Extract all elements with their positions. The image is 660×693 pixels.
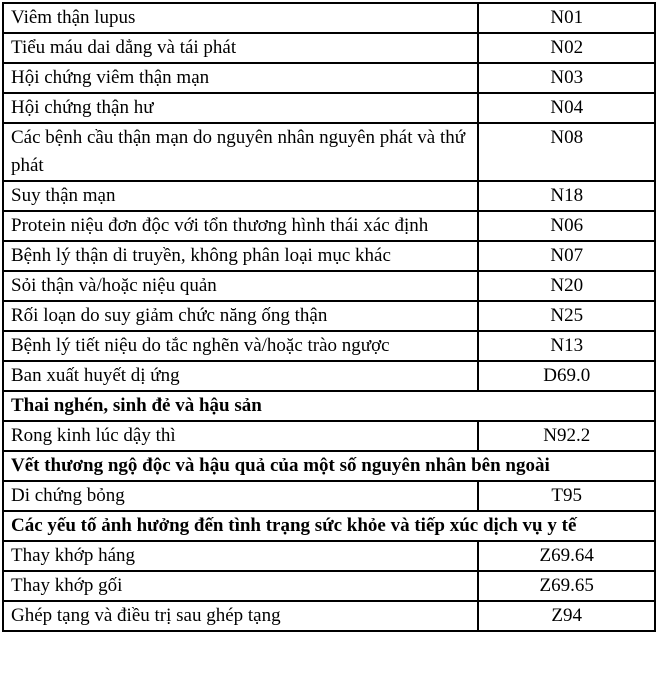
section-header-row	[3, 451, 655, 481]
disease-name-cell: Sỏi thận và/hoặc niệu quản	[3, 271, 478, 301]
disease-name-cell: Viêm thận lupus	[3, 3, 478, 33]
disease-name-cell: Thay khớp háng	[3, 541, 478, 571]
table-row	[3, 3, 655, 33]
disease-name-cell: Các bệnh cầu thận mạn do nguyên nhân nguyên phát và thứ phát	[3, 123, 478, 181]
icd-code-cell: N04	[478, 93, 655, 123]
disease-name-cell: Tiểu máu dai dẳng và tái phát	[3, 33, 478, 63]
disease-name-cell: Hội chứng thận hư	[3, 93, 478, 123]
icd-code-cell: N03	[478, 63, 655, 93]
table-row	[3, 361, 655, 391]
table-row	[3, 481, 655, 511]
disease-name-cell: Di chứng bỏng	[3, 481, 478, 511]
icd-code-cell: Z69.65	[478, 571, 655, 601]
section-header-row	[3, 391, 655, 421]
disease-name-cell: Ghép tạng và điều trị sau ghép tạng	[3, 601, 478, 631]
icd-code-cell: N01	[478, 3, 655, 33]
icd-code-cell: N20	[478, 271, 655, 301]
section-header-cell: Vết thương ngộ độc và hậu quả của một số nguyên nhân bên ngoài	[3, 451, 655, 481]
icd-code-cell: N92.2	[478, 421, 655, 451]
table-row	[3, 123, 655, 181]
table-row	[3, 211, 655, 241]
icd-table-body	[3, 3, 655, 631]
icd-code-cell: N02	[478, 33, 655, 63]
table-row	[3, 33, 655, 63]
table-row	[3, 421, 655, 451]
icd-code-cell: T95	[478, 481, 655, 511]
icd-code-cell: D69.0	[478, 361, 655, 391]
icd-code-table	[2, 2, 656, 632]
table-row	[3, 541, 655, 571]
icd-code-cell: N06	[478, 211, 655, 241]
section-header-row	[3, 511, 655, 541]
section-header-cell: Các yếu tố ảnh hưởng đến tình trạng sức khỏe và tiếp xúc dịch vụ y tế	[3, 511, 655, 541]
disease-name-cell: Hội chứng viêm thận mạn	[3, 63, 478, 93]
icd-code-cell: N08	[478, 123, 655, 181]
table-row	[3, 181, 655, 211]
disease-name-cell: Thay khớp gối	[3, 571, 478, 601]
disease-name-cell: Rong kinh lúc dậy thì	[3, 421, 478, 451]
icd-code-cell: N25	[478, 301, 655, 331]
icd-code-cell: N18	[478, 181, 655, 211]
table-row	[3, 301, 655, 331]
disease-name-cell: Ban xuất huyết dị ứng	[3, 361, 478, 391]
icd-code-cell: Z94	[478, 601, 655, 631]
table-row	[3, 271, 655, 301]
disease-name-cell: Suy thận mạn	[3, 181, 478, 211]
icd-code-cell: N07	[478, 241, 655, 271]
icd-code-cell: Z69.64	[478, 541, 655, 571]
table-row	[3, 241, 655, 271]
table-row	[3, 63, 655, 93]
table-row	[3, 93, 655, 123]
icd-code-cell: N13	[478, 331, 655, 361]
section-header-cell: Thai nghén, sinh đẻ và hậu sản	[3, 391, 655, 421]
table-row	[3, 571, 655, 601]
disease-name-cell: Rối loạn do suy giảm chức năng ống thận	[3, 301, 478, 331]
disease-name-cell: Bệnh lý tiết niệu do tắc nghẽn và/hoặc trào ngược	[3, 331, 478, 361]
table-row	[3, 601, 655, 631]
table-row	[3, 331, 655, 361]
disease-name-cell: Protein niệu đơn độc với tổn thương hình thái xác định	[3, 211, 478, 241]
disease-name-cell: Bệnh lý thận di truyền, không phân loại mục khác	[3, 241, 478, 271]
